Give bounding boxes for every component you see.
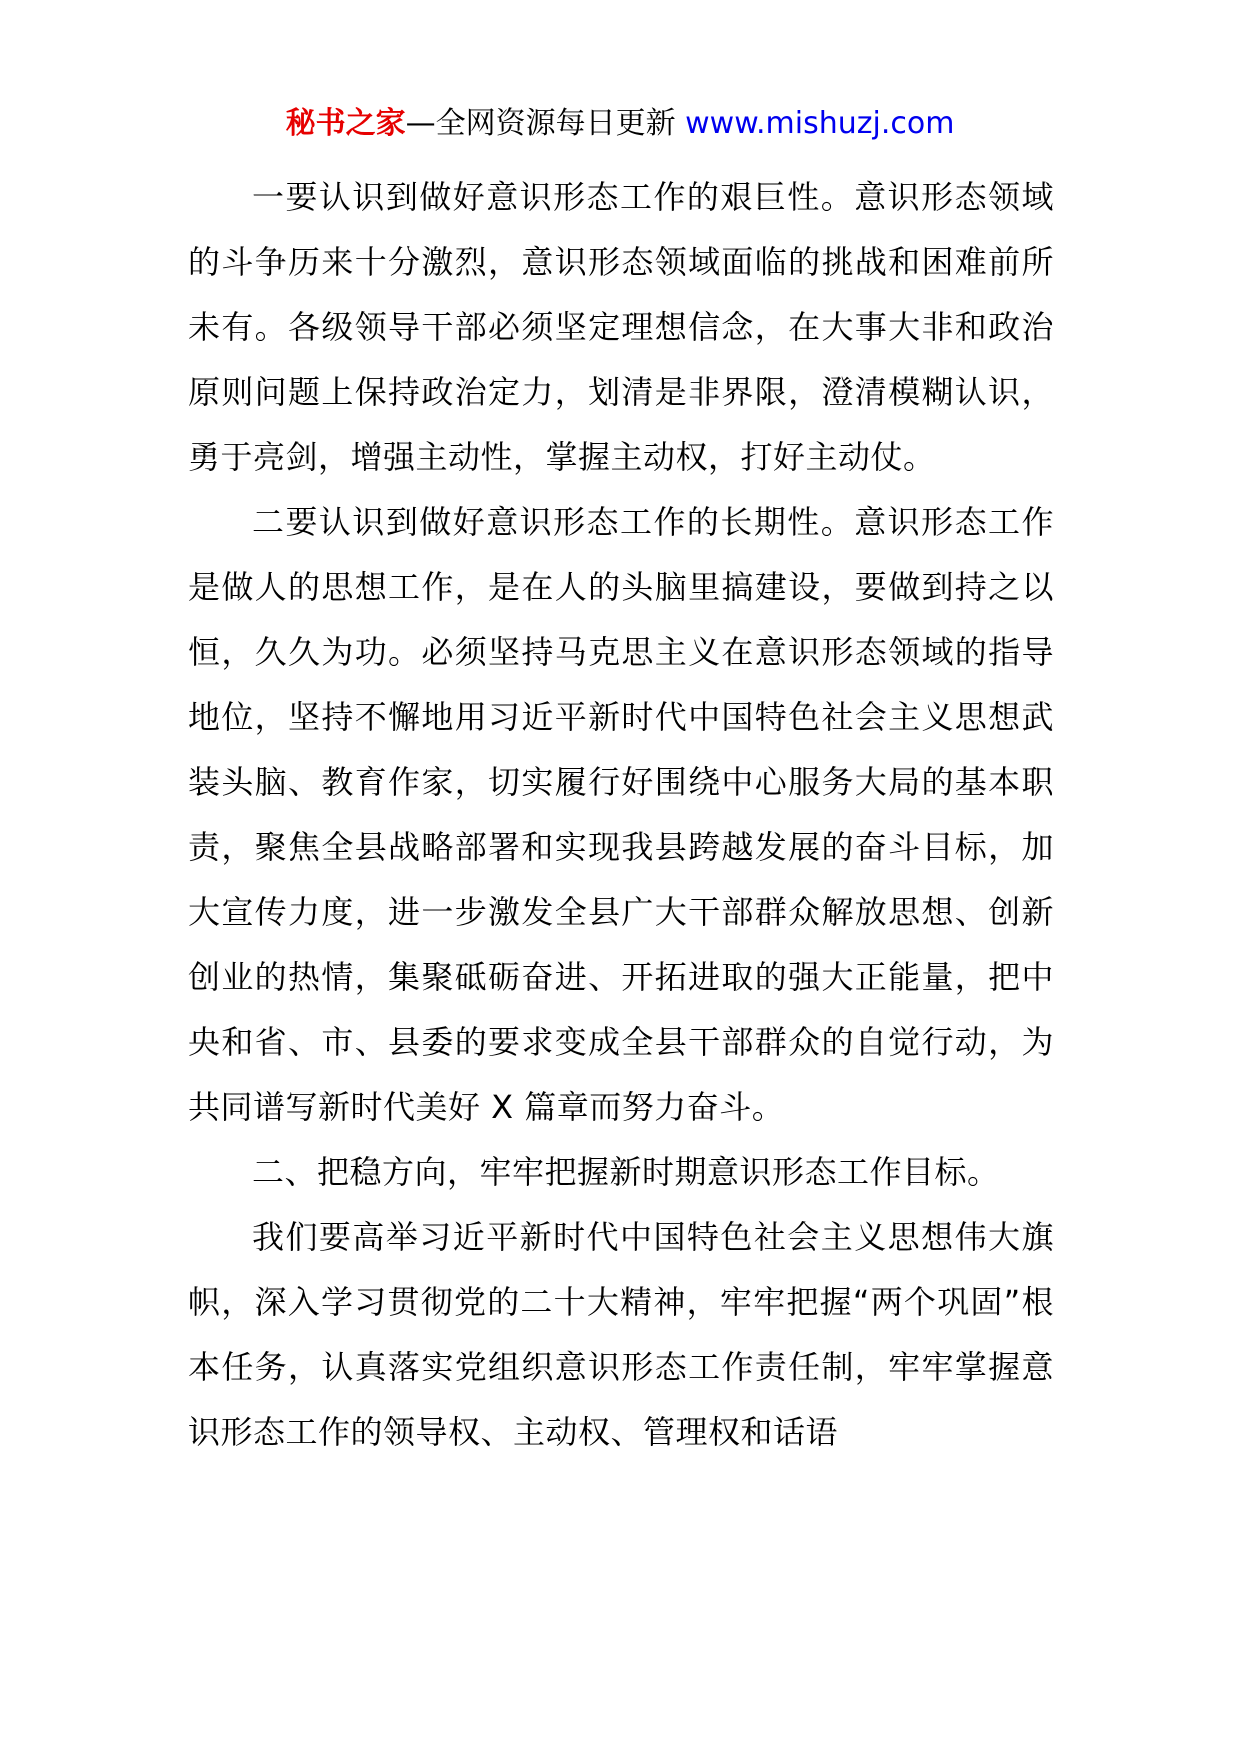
page-header (0, 104, 1240, 144)
header-slogan: —全网资源每日更新 (405, 106, 676, 141)
paragraph-2: 二要认识到做好意识形态工作的长期性。意识形态工作是做人的思想工作，是在人的头脑里搞建设，要做到持之以恒，久久为功。必须坚持马克思主义在意识形态领域的指导地位，坚持不懈地用习近平新时代中国特色社会主义思想武装头脑、教育作家，切实履行好围绕中心服务大局的基本职责，聚焦全县战略部署和实现我县跨越发展的奋斗目标，加大宣传力度，进一步激发全县广大干部群众解放思想、创新创业的热情，集聚砥砺奋进、开拓进取的强大正能量，把中央和省、市、县委的要求变成全县干部群众的自觉行动，为共同谱写新时代美好 X 篇章而努力奋斗。 (188, 503, 1054, 1126)
section-heading: 二、把稳方向，牢牢把握新时期意识形态工作目标。 (252, 1153, 1000, 1191)
paragraph-1: 一要认识到做好意识形态工作的艰巨性。意识形态领域的斗争历来十分激烈，意识形态领域面临的挑战和困难前所未有。各级领导干部必须坚定理想信念，在大事大非和政治原则问题上保持政治定力，划清是非界限，澄清模糊认识，勇于亮剑，增强主动性，掌握主动权，打好主动仗。 (188, 178, 1054, 476)
header-site-link[interactable]: www.mishuzj.com (685, 106, 955, 141)
document-body (188, 165, 1054, 1465)
paragraph-3: 我们要高举习近平新时代中国特色社会主义思想伟大旗帜，深入学习贯彻党的二十大精神，牢牢把握“两个巩固”根本任务，认真落实党组织意识形态工作责任制，牢牢掌握意识形态工作的领导权、主动权、管理权和话语 (188, 1218, 1054, 1451)
header-brand: 秘书之家 (285, 106, 406, 141)
